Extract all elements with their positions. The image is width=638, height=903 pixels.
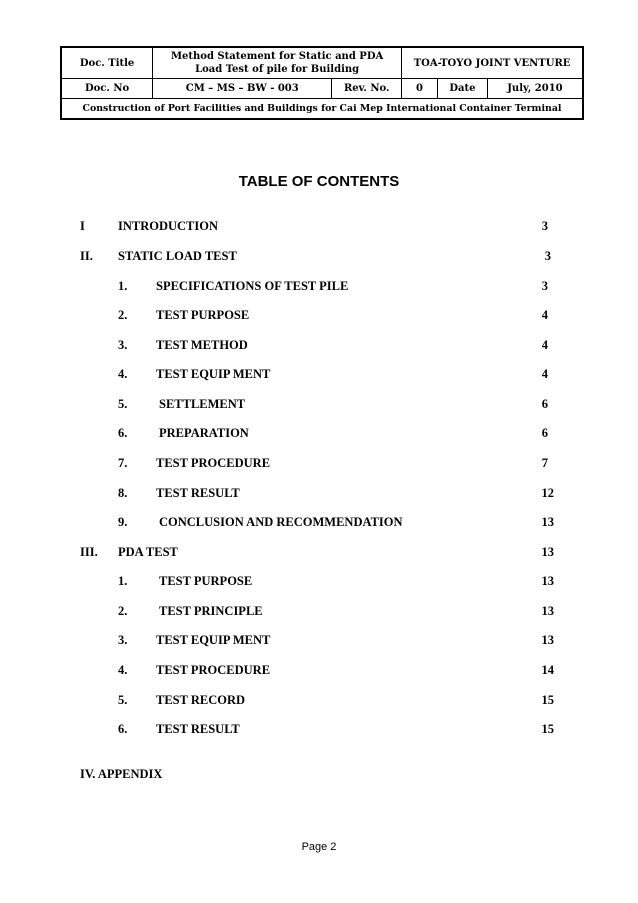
doc-title-label: Doc. Title [61,47,153,79]
toc-item-number: 3. [118,338,128,352]
date-label: Date [437,79,487,99]
toc-item-label: CONCLUSION AND RECOMMENDATION [159,515,403,529]
toc-item-page: 4 [541,308,548,322]
toc-item-page: 6 [541,426,548,440]
date-value: July, 2010 [487,79,583,99]
project-name: Construction of Port Facilities and Buildings for Cai Mep International Container Terminal [61,99,583,120]
doc-title-line-2: Load Test of pile for Building [195,64,360,75]
doc-title-line-1: Method Statement for Static and PDA [170,51,384,62]
company-name: TOA-TOYO JOINT VENTURE [402,47,583,79]
toc-item-number: 6. [118,426,128,440]
toc-item-number: 3. [118,633,128,647]
doc-no-label: Doc. No [61,79,153,99]
toc-item-label: TEST EQUIP MENT [156,633,271,647]
toc-item-number: 1. [118,574,128,588]
toc-item-label: TEST RESULT [156,722,240,736]
toc-item-label: PREPARATION [159,426,249,440]
toc-title: TABLE OF CONTENTS [238,173,400,190]
toc-item-number: 8. [118,486,128,500]
toc-item-number: 4. [118,663,128,677]
toc-item-page: 4 [541,338,548,352]
toc-item-number: 5. [118,397,128,411]
toc-item-number: 7. [118,456,128,470]
toc-item-label: SPECIFICATIONS OF TEST PILE [156,279,349,293]
toc-item-label: TEST RECORD [156,693,246,707]
toc-section-label: INTRODUCTION [118,219,219,233]
doc-title [153,47,402,79]
toc-section-page: 3 [544,249,551,263]
toc-item-page: 13 [541,515,554,529]
toc-item-page: 4 [541,367,548,381]
toc-section-label: PDA TEST [118,545,178,559]
toc-item-number: 9. [118,515,128,529]
toc-item-page: 13 [541,574,554,588]
toc-item-page: 15 [541,693,554,707]
toc-item-number: 5. [118,693,128,707]
toc-item-number: 2. [118,604,128,618]
page-number: Page 2 [301,841,337,853]
toc-item-page: 6 [541,397,548,411]
document-header-table [60,46,584,120]
doc-no: CM – MS – BW - 003 [153,79,332,99]
toc-item-number: 6. [118,722,128,736]
toc-item-page: 14 [541,663,554,677]
toc-item-label: TEST PURPOSE [156,308,250,322]
toc-item-label: TEST METHOD [156,338,248,352]
toc-item-number: 1. [118,279,128,293]
toc-item-label: TEST PROCEDURE [156,456,271,470]
toc-item-page: 12 [541,486,554,500]
toc-item-number: 4. [118,367,128,381]
toc-section-page: 13 [541,545,554,559]
toc-item-label: TEST PROCEDURE [156,663,271,677]
toc-item-page: 13 [541,604,554,618]
toc-section-number: III. [80,545,98,559]
toc-item-label: TEST RESULT [156,486,240,500]
toc-item-number: 2. [118,308,128,322]
toc-section-label: STATIC LOAD TEST [118,249,237,263]
toc-item-label: TEST PURPOSE [159,574,253,588]
toc-item-label: SETTLEMENT [159,397,246,411]
toc-item-label: TEST EQUIP MENT [156,367,271,381]
toc-section-number: II. [80,249,93,263]
rev-value: 0 [402,79,438,99]
toc-section-number: I [80,219,85,233]
toc-item-page: 13 [541,633,554,647]
toc-item-label: TEST PRINCIPLE [159,604,263,618]
toc-item-page: 3 [541,279,548,293]
toc-item-page: 7 [541,456,548,470]
toc-section-page: 3 [541,219,548,233]
toc-section-appendix[interactable]: IV. APPENDIX [80,767,163,781]
rev-label: Rev. No. [332,79,402,99]
toc-item-page: 15 [541,722,554,736]
